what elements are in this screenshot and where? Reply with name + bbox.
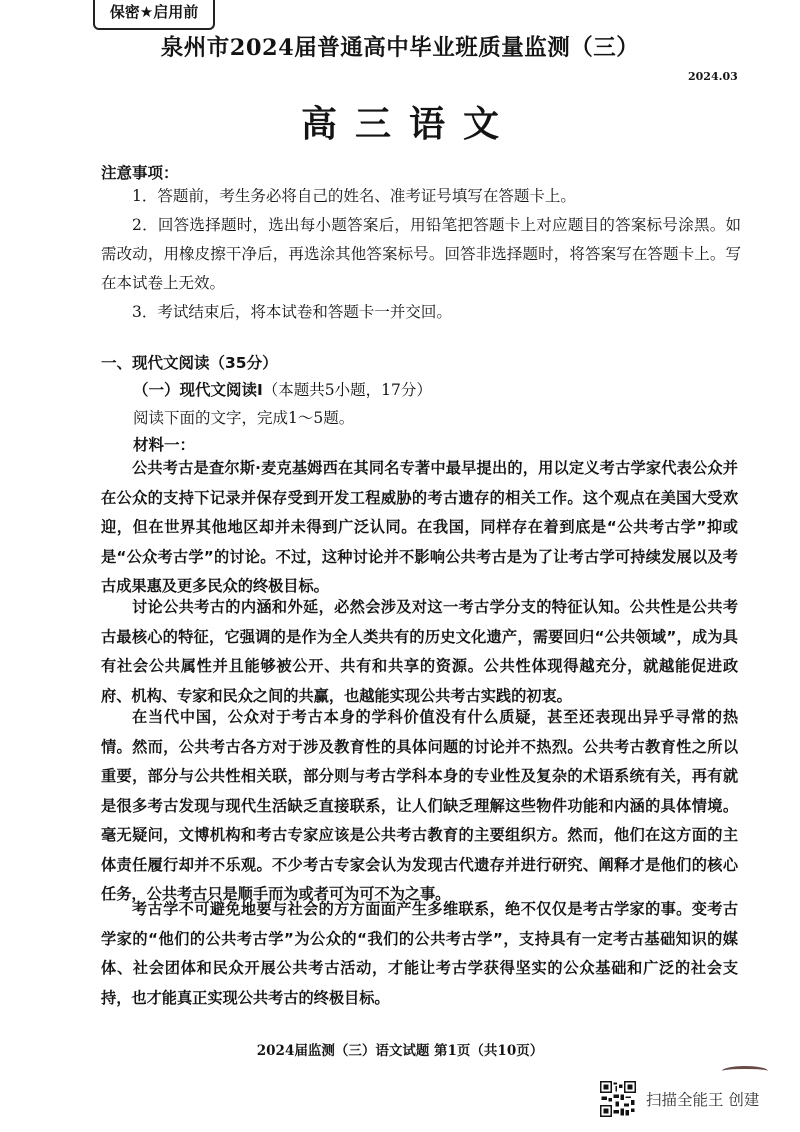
- notice-item-3: 3．考试结束后，将本试卷和答题卡一并交回。: [132, 303, 452, 321]
- material-paragraph-1: 公共考古是查尔斯·麦克基姆西在其同名专著中最早提出的，用以定义考古学家代表公众并在公众的支持下记录并保存受到开发工程威胁的考古遗存的相关工作。这个观点在美国大受欢迎，但在世界其他地区却并未得到广泛认同。在我国，同样存在着到底是“公共考古学”抑或是“公众考古学”的讨论。不过，这种讨论并不影响公共考古是为了让考古学可持续发展以及考古成果惠及更多民众的终极目标。: [101, 459, 738, 595]
- scan-mark: [722, 1066, 768, 1076]
- material-paragraph-4: 考古学不可避免地要与社会的方方面面产生多维联系，绝不仅仅是考古学家的事。变考古学家的“他们的公共考古学”为公众的“我们的公共考古学”，支持具有一定考古基础知识的媒体、社会团体和民众开展公共考古活动，才能让考古学获得坚实的公众基础和广泛的社会支持，也才能真正实现公共考古的终极目标。: [101, 900, 738, 1007]
- subsection-label: （一）现代文阅读Ⅰ: [133, 381, 263, 399]
- exam-date: 2024.03: [688, 70, 738, 83]
- exam-title: 泉州市2024届普通高中毕业班质量监测（三）: [160, 35, 640, 61]
- notice-item-2: 2．回答选择题时，选出每小题答案后，用铅笔把答题卡上对应题目的答案标号涂黑。如需改动，用橡皮擦干净后，再选涂其他答案标号。回答非选择题时，将答案写在答题卡上。写在本试卷上无效。: [101, 216, 741, 292]
- notice-item-1: 1．答题前，考生务必将自己的姓名、准考证号填写在答题卡上。: [132, 187, 576, 205]
- watermark-text: 扫描全能王 创建: [646, 1091, 760, 1109]
- qr-code-icon: [600, 1081, 636, 1117]
- material-paragraph-3: 在当代中国，公众对于考古本身的学科价值没有什么质疑，甚至还表现出异乎寻常的热情。然而，公共考古各方对于涉及教育性的具体问题的讨论并不热烈。公共考古教育性之所以重要，部分与公共性相关联，部分则与考古学科本身的专业性及复杂的术语系统有关，再有就是很多考古发现与现代生活缺乏直接联系，让人们缺乏理解这些物件功能和内涵的具体情境。毫无疑问，文博机构和考古专家应该是公共考古教育的主要组织方。然而，他们在这方面的主体责任履行却并不乐观。不少考古专家会认为发现古代遗存并进行研究、阐释才是他们的核心任务，公共考古只是顺手而为或者可为可不为之事。: [101, 708, 738, 903]
- section-title: 一、现代文阅读（35分）: [101, 354, 278, 372]
- notice-heading: 注意事项：: [101, 164, 179, 182]
- material-paragraph-2: 讨论公共考古的内涵和外延，必然会涉及对这一考古学分支的特征认知。公共性是公共考古最核心的特征，它强调的是作为全人类共有的历史文化遗产，需要回归“公共领域”，成为具有社会公共属性并且能够被公开、共有和共享的资源。公共性体现得越充分，就越能促进政府、机构、专家和民众之间的共赢，也越能实现公共考古实践的初衷。: [101, 598, 738, 705]
- scanner-watermark: [600, 1080, 759, 1118]
- subsection-note: （本题共5小题，17分）: [262, 381, 432, 399]
- page-footer: 2024届监测（三）语文试题 第1页（共10页）: [256, 1043, 544, 1059]
- reading-instruction: 阅读下面的文字，完成1～5题。: [133, 409, 355, 427]
- confidential-badge: 保密★启用前: [93, 0, 215, 30]
- subject-title: 高三语文: [300, 104, 517, 145]
- material-label: 材料一：: [133, 436, 196, 454]
- subsection-title: [133, 378, 432, 400]
